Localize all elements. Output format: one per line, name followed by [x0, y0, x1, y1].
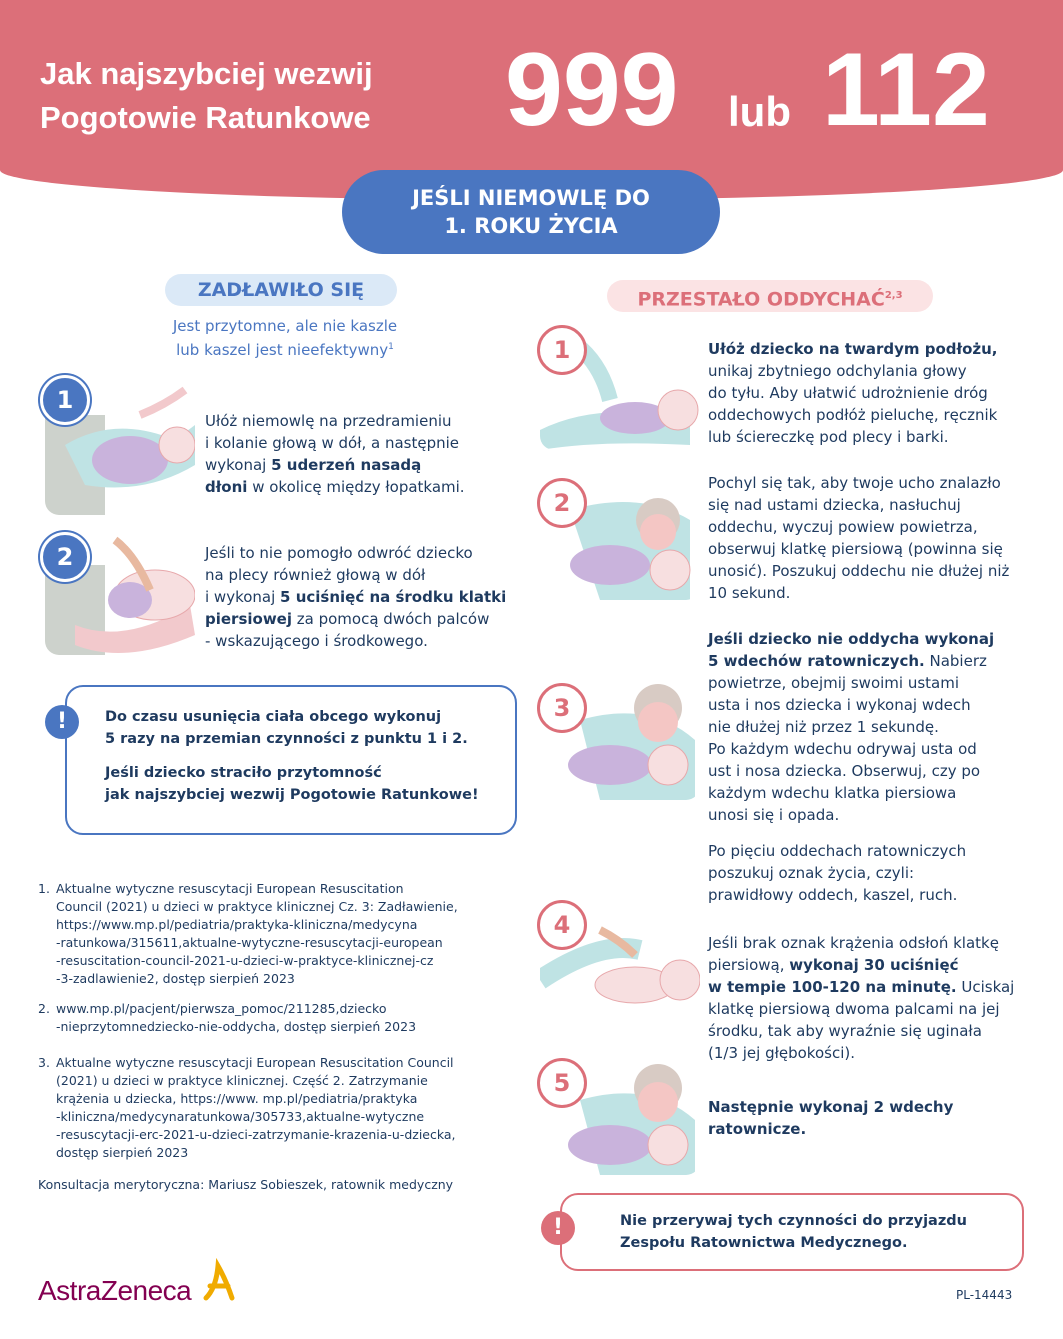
choking-warning-text — [105, 706, 505, 806]
breathing-step2-line4: obserwuj klatkę piersiową (powinna się — [708, 540, 1003, 558]
consultation-note: Konsultacja merytoryczna: Mariusz Sobieszek, ratownik medyczny — [38, 1177, 454, 1192]
breathing-step5-text — [708, 1096, 1028, 1140]
breathing-step3-after3: prawidłowy oddech, kaszel, ruch. — [708, 886, 958, 904]
not-breathing-label-text: PRZESTAŁO ODDYCHAĆ — [637, 288, 885, 311]
reference-1-line6: -3-zadlawienie2, dostęp sierpień 2023 — [56, 971, 295, 986]
breathing-step4-line1: Jeśli brak oznak krążenia odsłoń klatkę — [708, 934, 999, 952]
breathing-step2-line5: unosić). Poszukuj oddechu nie dłużej niż — [708, 562, 1010, 580]
breathing-step3-after2: poszukuj oznak życia, czyli: — [708, 864, 915, 882]
choking-step1-line4-bold: dłoni — [205, 478, 248, 496]
choking-step2-line3-text: i wykonaj — [205, 588, 281, 606]
choking-intro-sup: 1 — [388, 342, 394, 352]
reference-1-line2: Council (2021) u dzieci w praktyce klinicznej Cz. 3: Zadławienie, — [56, 899, 458, 914]
breathing-step5-line1: Następnie wykonaj 2 wdechy — [708, 1098, 954, 1116]
choking-step1-line3-bold: 5 uderzeń nasadą — [271, 456, 422, 474]
breathing-step1-text — [708, 338, 1028, 448]
choking-warning-line3: Jeśli dziecko straciło przytomność — [105, 765, 382, 781]
age-banner-line1: JEŚLI NIEMOWLĘ DO — [412, 186, 650, 210]
reference-2 — [38, 1000, 508, 1036]
choking-step1-line1: Ułóż niemowlę na przedramieniu — [205, 412, 452, 430]
breathing-step3-line5: Po każdym wdechu odrywaj usta od — [708, 740, 977, 758]
breathing-step2-line3: oddechu, wyczuj powiew powietrza, — [708, 518, 978, 536]
warning-icon: ! — [45, 705, 79, 739]
astrazeneca-logo-icon — [198, 1258, 236, 1304]
astrazeneca-logo: AstraZeneca — [38, 1275, 192, 1306]
cpr-warning-line2: Zespołu Ratownictwa Medycznego. — [620, 1235, 908, 1251]
choking-warning-line4: jak najszybciej wezwij Pogotowie Ratunkowe! — [105, 787, 479, 803]
reference-1-line5: -resuscitation-council-2021-u-dzieci-w-praktyce-klinicznej-cz — [56, 953, 434, 968]
breathing-step1-line3: oddechowych podłóż pieluchę, ręcznik — [708, 406, 998, 424]
breathing-step3-line7: każdym wdechu klatka piersiowa — [708, 784, 957, 802]
breathing-step5-line2: ratownicze. — [708, 1120, 807, 1138]
choking-step1-line4-text: w okolicę między łopatkami. — [247, 478, 465, 496]
reference-2-num: 2. — [38, 1001, 50, 1016]
breathing-step3-after1: Po pięciu oddechach ratowniczych — [708, 842, 967, 860]
breathing-step1-line1: unikaj zbytniego odchylania głowy — [708, 362, 967, 380]
breathing-step2-number: 2 — [537, 478, 587, 528]
not-breathing-section-label — [607, 280, 933, 312]
choking-step2-line4-text: za pomocą dwóch palców — [292, 610, 490, 628]
header-title — [40, 52, 373, 140]
breathing-step3-line4: nie dłużej niż przez 1 sekundę. — [708, 718, 939, 736]
breathing-step3-line1 — [708, 650, 1028, 672]
breathing-step3-line3: usta i nos dziecka i wykonaj wdech — [708, 696, 971, 714]
reference-3-line6: dostęp sierpień 2023 — [56, 1145, 189, 1160]
choking-step1-line4 — [205, 476, 505, 498]
breathing-step1-line4: lub ściereczkę pod plecy i barki. — [708, 428, 949, 446]
breathing-step3-after-bold: Nabierz — [924, 652, 987, 670]
reference-3-line1: Aktualne wytyczne resuscytacji European Resuscitation Council — [56, 1055, 454, 1070]
choking-section-label: ZADŁAWIŁO SIĘ — [165, 274, 397, 306]
choking-step2-number: 2 — [40, 532, 90, 582]
breathing-step2-line1: Pochyl się tak, aby twoje ucho znalazło — [708, 474, 1001, 492]
reference-3-line5: -resuscytacji-erc-2021-u-dzieci-zatrzymanie-krazenia-u-dziecka, — [56, 1127, 456, 1142]
choking-step1-line3 — [205, 454, 505, 476]
age-banner — [342, 170, 720, 254]
breathing-step3-text — [708, 628, 1028, 906]
breathing-step4-line3-bold: w tempie 100-120 na minutę. — [708, 978, 957, 996]
breathing-step1-bold: Ułóż dziecko na twardym podłożu, — [708, 340, 998, 358]
choking-intro-line2 — [130, 337, 440, 361]
breathing-step2-line2: się nad ustami dziecka, nasłuchuj — [708, 496, 961, 514]
choking-step2-line3 — [205, 586, 515, 608]
reference-3-line4: -kliniczna/medycynaratunkowa/305733,aktualne-wytyczne — [56, 1109, 425, 1124]
breathing-step3-bold2: 5 wdechów ratowniczych. — [708, 652, 925, 670]
choking-step1-line3-text: wykonaj — [205, 456, 272, 474]
reference-1-line1: Aktualne wytyczne resuscytacji European Resuscitation — [56, 881, 404, 896]
reference-1 — [38, 880, 508, 988]
choking-intro — [130, 316, 440, 361]
document-code: PL-14443 — [956, 1288, 1013, 1302]
cpr-warning-text — [620, 1210, 1010, 1254]
choking-step1-line2: i kolanie głową w dół, a następnie — [205, 434, 460, 452]
references — [38, 880, 508, 1194]
reference-3 — [38, 1054, 508, 1162]
reference-1-num: 1. — [38, 881, 50, 896]
breathing-step1-line2: do tyłu. Aby ułatwić udrożnienie dróg — [708, 384, 988, 402]
choking-step1-number: 1 — [40, 375, 90, 425]
header-or: lub — [728, 88, 791, 135]
reference-1-line4: -ratunkowa/315611,aktualne-wytyczne-resuscytacji-european — [56, 935, 443, 950]
breathing-step3-line2: powietrze, obejmij swoimi ustami — [708, 674, 960, 692]
emergency-number-999: 999 — [505, 32, 679, 148]
breathing-step1-number: 1 — [537, 325, 587, 375]
choking-step2-text — [205, 542, 515, 652]
breathing-step4-line5: środku, tak aby wyraźnie się uginała — [708, 1022, 982, 1040]
choking-step2-line4-bold: piersiowej — [205, 610, 292, 628]
choking-step1-text — [205, 410, 505, 498]
breathing-step4-line2-text: piersiową, — [708, 956, 790, 974]
cpr-warning-line1: Nie przerywaj tych czynności do przyjazdu — [620, 1213, 967, 1229]
breathing-step3-bold1: Jeśli dziecko nie oddycha wykonaj — [708, 630, 995, 648]
warning-icon: ! — [541, 1211, 575, 1245]
breathing-step3-line6: ust i nosa dziecka. Obserwuj, czy po — [708, 762, 981, 780]
breathing-step5-number: 5 — [537, 1058, 587, 1108]
header-title-line1: Jak najszybciej wezwij — [40, 56, 373, 91]
choking-intro-line2-text: lub kaszel jest nieefektywny — [176, 341, 389, 359]
choking-warning-line2: 5 razy na przemian czynności z punktu 1 i 2. — [105, 731, 468, 747]
breathing-step4-line2-bold: wykonaj 30 uciśnięć — [789, 956, 959, 974]
breathing-step4-line3-text: Uciskaj — [956, 978, 1015, 996]
choking-step2-line2: na plecy również głową w dół — [205, 566, 426, 584]
emergency-number-112: 112 — [822, 32, 990, 148]
breathing-step4-line4: klatkę piersiową dwoma palcami na jej — [708, 1000, 1000, 1018]
reference-3-line3: krążenia u dziecka, https://www. mp.pl/pediatria/praktyka — [56, 1091, 418, 1106]
reference-1-line3: https://www.mp.pl/pediatria/praktyka-kliniczna/medycyna — [56, 917, 418, 932]
breathing-step3-number: 3 — [537, 683, 587, 733]
reference-2-line1: www.mp.pl/pacjent/pierwsza_pomoc/211285,dziecko — [56, 1001, 387, 1016]
breathing-step4-number: 4 — [537, 900, 587, 950]
breathing-step4-line6: (1/3 jej głębokości). — [708, 1044, 855, 1062]
breathing-step3-line8: unosi się i opada. — [708, 806, 840, 824]
breathing-step4-text — [708, 932, 1028, 1064]
reference-2-line2: -nieprzytomnedziecko-nie-oddycha, dostęp sierpień 2023 — [56, 1019, 417, 1034]
reference-3-num: 3. — [38, 1055, 50, 1070]
choking-step2-line4 — [205, 608, 515, 630]
header-title-line2: Pogotowie Ratunkowe — [40, 100, 371, 135]
breathing-step4-line3 — [708, 976, 1028, 998]
breathing-step2-line6: 10 sekund. — [708, 584, 791, 602]
reference-3-line2: (2021) u dzieci w praktyce klinicznej. Część 2. Zatrzymanie — [56, 1073, 428, 1088]
not-breathing-label-sup: 2,3 — [884, 290, 903, 301]
choking-warning-line1: Do czasu usunięcia ciała obcego wykonuj — [105, 709, 442, 725]
breathing-step4-line2 — [708, 954, 1028, 976]
choking-step2-line1: Jeśli to nie pomogło odwróć dziecko — [205, 544, 473, 562]
choking-step2-line3-bold: 5 uciśnięć na środku klatki — [280, 588, 507, 606]
choking-step2-line5: - wskazującego i środkowego. — [205, 632, 428, 650]
choking-intro-line1: Jest przytomne, ale nie kaszle — [172, 317, 398, 335]
breathing-step2-text — [708, 472, 1028, 604]
age-banner-line2: 1. ROKU ŻYCIA — [444, 214, 618, 238]
